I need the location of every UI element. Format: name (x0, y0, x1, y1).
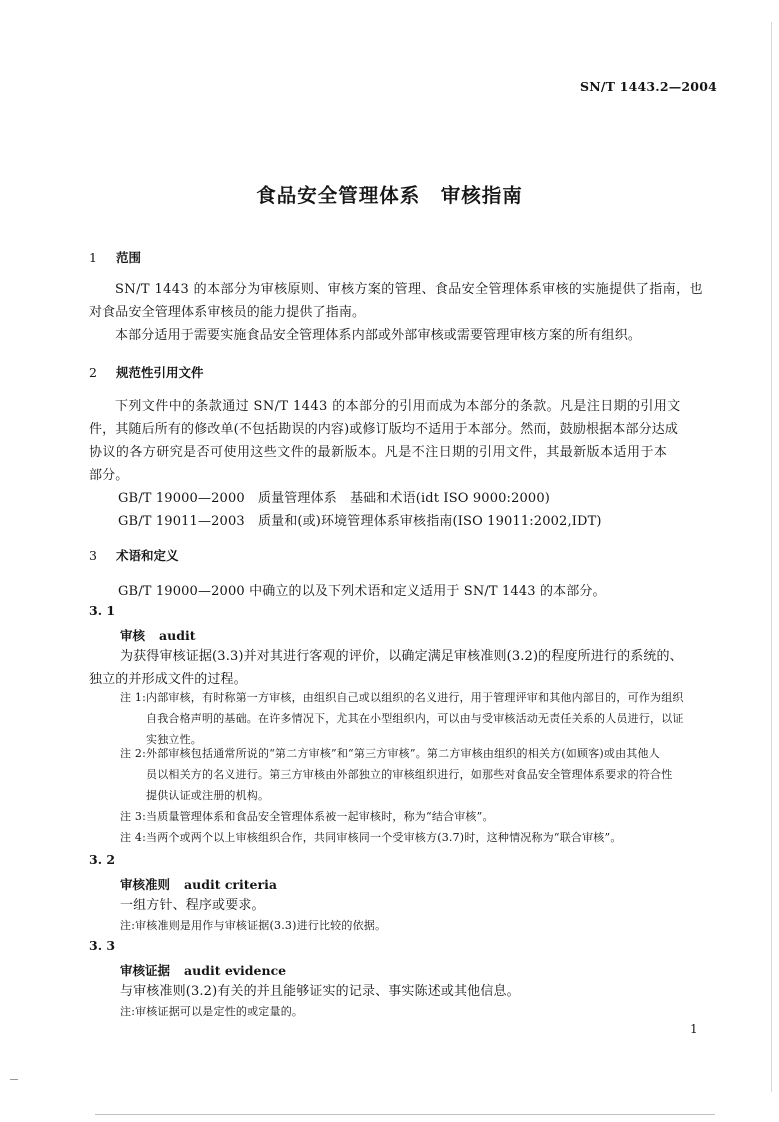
definition-line: 一组方针、程序或要求。 (120, 898, 265, 913)
definition-line: 独立的并形成文件的过程。 (89, 672, 247, 687)
section-title: 规范性引用文件 (116, 365, 204, 380)
reference-item: GB/T 19000—2000 质量管理体系 基础和术语(idt ISO 9000:2000) (118, 491, 550, 506)
term-heading (120, 961, 286, 979)
note-line: 注 4:当两个或两个以上审核组织合作，共同审核同一个受审核方(3.7)时，这种情况称为“联合审核”。 (120, 831, 622, 844)
note-line: 提供认证或注册的机构。 (146, 789, 270, 802)
paragraph-line: 下列文件中的条款通过 SN/T 1443 的本部分的引用而成为本部分的条款。凡是注日期的引用文 (115, 399, 681, 414)
term-en: audit evidence (184, 963, 287, 978)
paragraph-line: 件，其随后所有的修改单(不包括勘误的内容)或修订版均不适用于本部分。然而，鼓励根据本部分达成 (89, 422, 679, 437)
note-line: 员以相关方的名义进行。第三方审核由外部独立的审核组织进行，如那些对食品安全管理体系要求的符合性 (146, 768, 673, 781)
term-en: audit (159, 628, 196, 643)
definition-line: 为获得审核证据(3.3)并对其进行客观的评价，以确定满足审核准则(3.2)的程度所进行的系统的、 (120, 649, 683, 664)
note-line: 注 3:当质量管理体系和食品安全管理体系被一起审核时，称为“结合审核”。 (120, 810, 494, 823)
term-zh: 审核 (120, 628, 146, 643)
paragraph-line: GB/T 19000—2000 中确立的以及下列术语和定义适用于 SN/T 1443 的本部分。 (118, 584, 606, 599)
section-3-heading (89, 546, 179, 564)
term-zh: 审核证据 (120, 963, 171, 978)
standard-number: SN/T 1443.2—2004 (580, 79, 718, 94)
term-zh: 审核准则 (120, 877, 171, 892)
page-number: 1 (690, 1022, 698, 1036)
note-line: 自我合格声明的基础。在许多情况下，尤其在小型组织内，可以由与受审核活动无责任关系的人员进行，以证 (146, 712, 684, 725)
paragraph-line: 协议的各方研究是否可使用这些文件的最新版本。凡是不注日期的引用文件，其最新版本适用于本 (89, 445, 668, 460)
clause-number: 3. 2 (89, 852, 116, 867)
section-number: 1 (89, 250, 97, 265)
section-title: 术语和定义 (116, 548, 179, 563)
scan-bottom-line (95, 1114, 715, 1115)
term-heading (120, 626, 195, 644)
clause-number: 3. 3 (89, 938, 116, 953)
paragraph-line: 部分。 (89, 468, 129, 483)
reference-item: GB/T 19011—2003 质量和(或)环境管理体系审核指南(ISO 19011:2002,IDT) (118, 514, 602, 529)
note-line: 实独立性。 (146, 733, 202, 746)
scan-mark (10, 1079, 18, 1080)
section-1-heading (89, 248, 141, 266)
term-heading (120, 875, 277, 893)
note-line: 注 1:内部审核，有时称第一方审核，由组织自己或以组织的名义进行，用于管理评审和其他内部目的，可作为组织 (120, 691, 684, 704)
page-title: 食品安全管理体系 审核指南 (256, 184, 523, 207)
section-2-heading (89, 363, 204, 381)
note-line: 注:审核准则是用作与审核证据(3.3)进行比较的依据。 (120, 919, 387, 932)
paragraph-line: 本部分适用于需要实施食品安全管理体系内部或外部审核或需要管理审核方案的所有组织。 (115, 328, 642, 343)
section-title: 范围 (116, 250, 142, 265)
term-en: audit criteria (184, 877, 277, 892)
definition-line: 与审核准则(3.2)有关的并且能够证实的记录、事实陈述或其他信息。 (120, 984, 520, 999)
paragraph-line: SN/T 1443 的本部分为审核原则、审核方案的管理、食品安全管理体系审核的实施提供了指南，也 (115, 282, 703, 297)
section-number: 3 (89, 548, 97, 563)
clause-number: 3. 1 (89, 603, 116, 618)
note-line: 注 2:外部审核包括通常所说的“第二方审核”和“第三方审核”。第二方审核由组织的相关方(如顾客)或由其他人 (120, 747, 660, 760)
paragraph-line: 对食品安全管理体系审核员的能力提供了指南。 (89, 305, 366, 320)
note-line: 注:审核证据可以是定性的或定量的。 (120, 1005, 304, 1018)
section-number: 2 (89, 365, 97, 380)
